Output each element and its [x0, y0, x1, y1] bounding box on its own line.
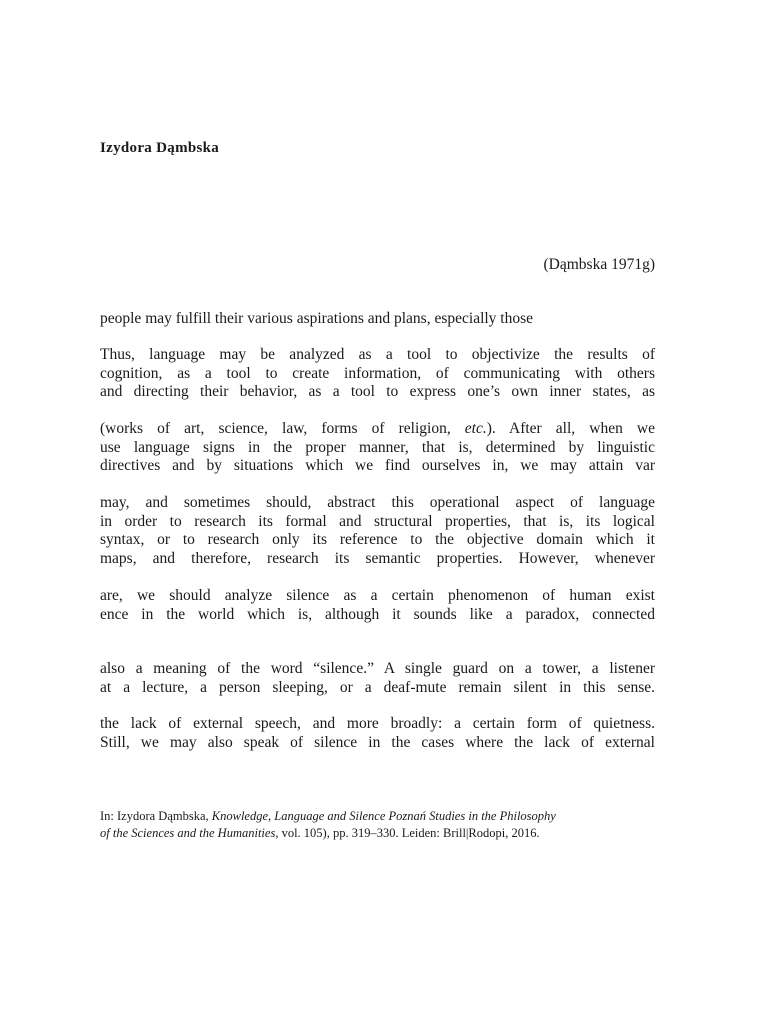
italic-text-segment: etc.	[464, 420, 487, 437]
text-line: are, we should analyze silence as a certain phenomenon of human exist	[100, 587, 655, 604]
text-line: in order to research its formal and structural properties, that is, its logical	[100, 512, 655, 530]
text-line: people may fulfill their various aspirations and plans, especially those	[100, 310, 534, 327]
author-name: Izydora Dąmbska	[100, 140, 220, 156]
body-paragraph	[100, 587, 655, 624]
footnote-line	[100, 825, 660, 842]
text-line	[100, 420, 655, 439]
body-paragraph	[100, 420, 655, 476]
footnote-text: , vol. 105), pp. 319–330. Leiden: Brill|Rodopi, 2016.	[275, 825, 540, 840]
text-line: Still, we may also speak of silence in the cases where the lack of external	[100, 733, 655, 751]
text-line: maps, and therefore, research its semantic properties. However, whenever	[100, 549, 655, 567]
text-line: may, and sometimes should, abstract this operational aspect of language	[100, 494, 655, 511]
series-title-italic: of the Sciences and the Humanities	[100, 825, 276, 840]
text-line: the lack of external speech, and more broadly: a certain form of quietness.	[100, 715, 655, 732]
text-line: also a meaning of the word “silence.” A single guard on a tower, a listener	[100, 660, 655, 677]
body-paragraph	[100, 310, 655, 329]
text-line: ence in the world which is, although it sounds like a paradox, connected	[100, 605, 655, 623]
text-line: use language signs in the proper manner, that is, determined by linguistic	[100, 438, 655, 456]
source-footnote	[100, 808, 660, 841]
body-paragraph	[100, 346, 655, 402]
footnote-line	[100, 808, 660, 825]
text-line: cognition, as a tool to create information, of communicating with others	[100, 364, 655, 382]
text-line: syntax, or to research only its reference to the objective domain which it	[100, 531, 655, 549]
text-line: and directing their behavior, as a tool to express one’s own inner states, as	[100, 383, 655, 401]
footnote-text: In: Izydora Dąmbska,	[100, 809, 212, 823]
body-paragraph	[100, 660, 655, 697]
body-paragraph	[100, 715, 655, 752]
text-line: directives and by situations which we find ourselves in, we may attain var	[100, 457, 655, 475]
citation-reference: (Dąmbska 1971g)	[543, 256, 655, 273]
text-line: at a lecture, a person sleeping, or a deaf-mute remain silent in this sense.	[100, 678, 655, 696]
body-paragraph	[100, 494, 655, 568]
book-title-italic: Knowledge, Language and Silence Poznań Studies in the Philosophy	[211, 809, 556, 823]
text-segment: ). After all, when we	[486, 420, 655, 437]
text-line: Thus, language may be analyzed as a tool to objectivize the results of	[100, 346, 655, 363]
text-segment: (works of art, science, law, forms of religion,	[100, 420, 465, 437]
